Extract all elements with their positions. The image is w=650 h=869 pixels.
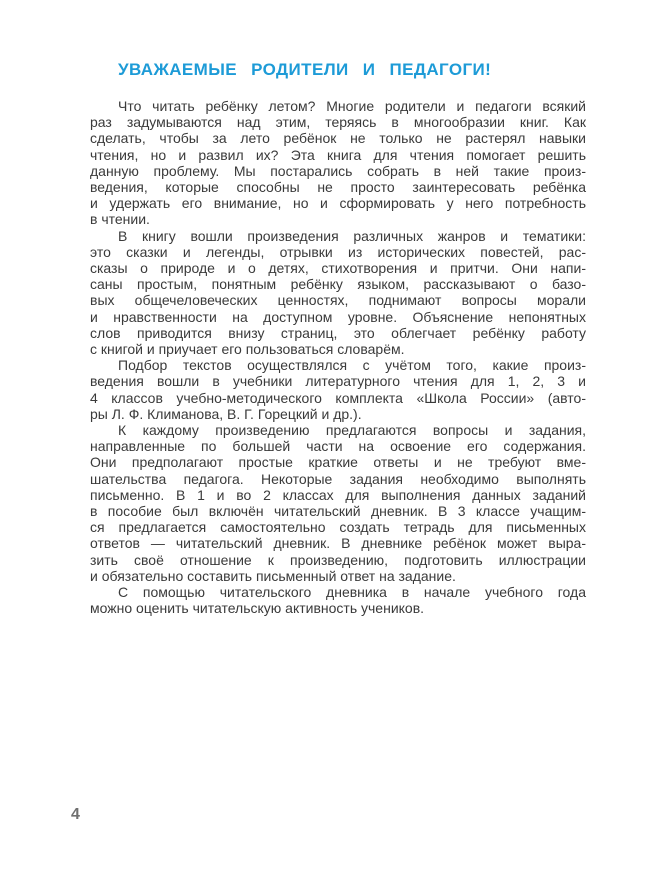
paragraph-4-line: ся предлагается самостоятельно создать тетрадь для письменных	[90, 519, 586, 536]
paragraph-1-line: чтения, но и развил их? Эта книга для чтения помогает решить	[90, 146, 586, 163]
paragraph-3-line: ры Л. Ф. Климанова, В. Г. Горецкий и др.).	[90, 405, 362, 422]
paragraph-2-line: слов приводится внизу страниц, это облегчает ребёнку работу	[90, 324, 586, 341]
paragraph-3-line: 4 классов учебно-методического комплекта «Школа России» (авто-	[90, 389, 586, 406]
page-title: УВАЖАЕМЫЕ РОДИТЕЛИ И ПЕДАГОГИ!	[118, 60, 492, 79]
paragraph-4-line: шательства педагога. Некоторые задания необходимо выполнять	[90, 470, 586, 487]
paragraph-3-line: ведения вошли в учебники литературного чтения для 1, 2, 3 и	[90, 373, 586, 390]
paragraph-2-line: и нравственности на доступном уровне. Объяснение непонятных	[90, 308, 586, 325]
paragraph-5-line: можно оценить читательскую активность учеников.	[90, 600, 425, 617]
paragraph-2-line: саны простым, понятным ребёнку языком, рассказывают о базо-	[90, 276, 586, 293]
paragraph-4-line: К каждому произведению предлагаются вопросы и задания,	[118, 422, 586, 439]
paragraph-4-line: направленные по большей части на освоение его содержания.	[90, 438, 586, 455]
paragraph-4-line: Они предполагают простые краткие ответы и не требуют вме-	[90, 454, 586, 471]
paragraph-3-line: Подбор текстов осуществлялся с учётом того, какие произ-	[118, 357, 586, 374]
paragraph-1-line: и удержать его внимание, но и сформировать у него потребность	[90, 195, 586, 212]
paragraph-2-line: сказы о природе и о детях, стихотворения и притчи. Они напи-	[90, 260, 586, 277]
body-text	[90, 98, 586, 617]
paragraph-4-line: и обязательно составить письменный ответ на задание.	[90, 567, 456, 584]
paragraph-2-line: В книгу вошли произведения различных жанров и тематики:	[118, 227, 586, 244]
paragraph-1-line: в чтении.	[90, 211, 150, 228]
paragraph-4-line: в пособие был включён читательский дневник. В 3 классе учащим-	[90, 503, 586, 520]
paragraph-2-line: вых общечеловеческих ценностях, поднимают вопросы морали	[90, 292, 586, 309]
paragraph-2-line: с книгой и приучает его пользоваться словарём.	[90, 341, 405, 358]
paragraph-1-line: данную проблему. Мы постарались собрать в ней такие произ-	[90, 162, 586, 179]
paragraph-4-line: ответов — читательский дневник. В дневнике ребёнок может выра-	[90, 535, 586, 552]
paragraph-1-line: Что читать ребёнку летом? Многие родители и педагоги всякий	[118, 98, 586, 114]
paragraph-1-line: раз задумываются над этим, теряясь в многообразии книг. Как	[90, 114, 586, 131]
page-content	[90, 60, 586, 617]
paragraph-2-line: это сказки и легенды, отрывки из исторических повестей, рас-	[90, 243, 586, 260]
paragraph-5-line: С помощью читательского дневника в начале учебного года	[118, 584, 586, 601]
paragraph-1-line: сделать, чтобы за лето ребёнок не только не растерял навыки	[90, 130, 586, 147]
paragraph-1-line: ведения, которые способны не просто заинтересовать ребёнка	[90, 179, 586, 196]
paragraph-4-line: зить своё отношение к произведению, подготовить иллюстрации	[90, 551, 586, 568]
page-number: 4	[71, 806, 80, 823]
paragraph-4-line: письменно. В 1 и во 2 классах для выполнения данных заданий	[90, 486, 586, 503]
